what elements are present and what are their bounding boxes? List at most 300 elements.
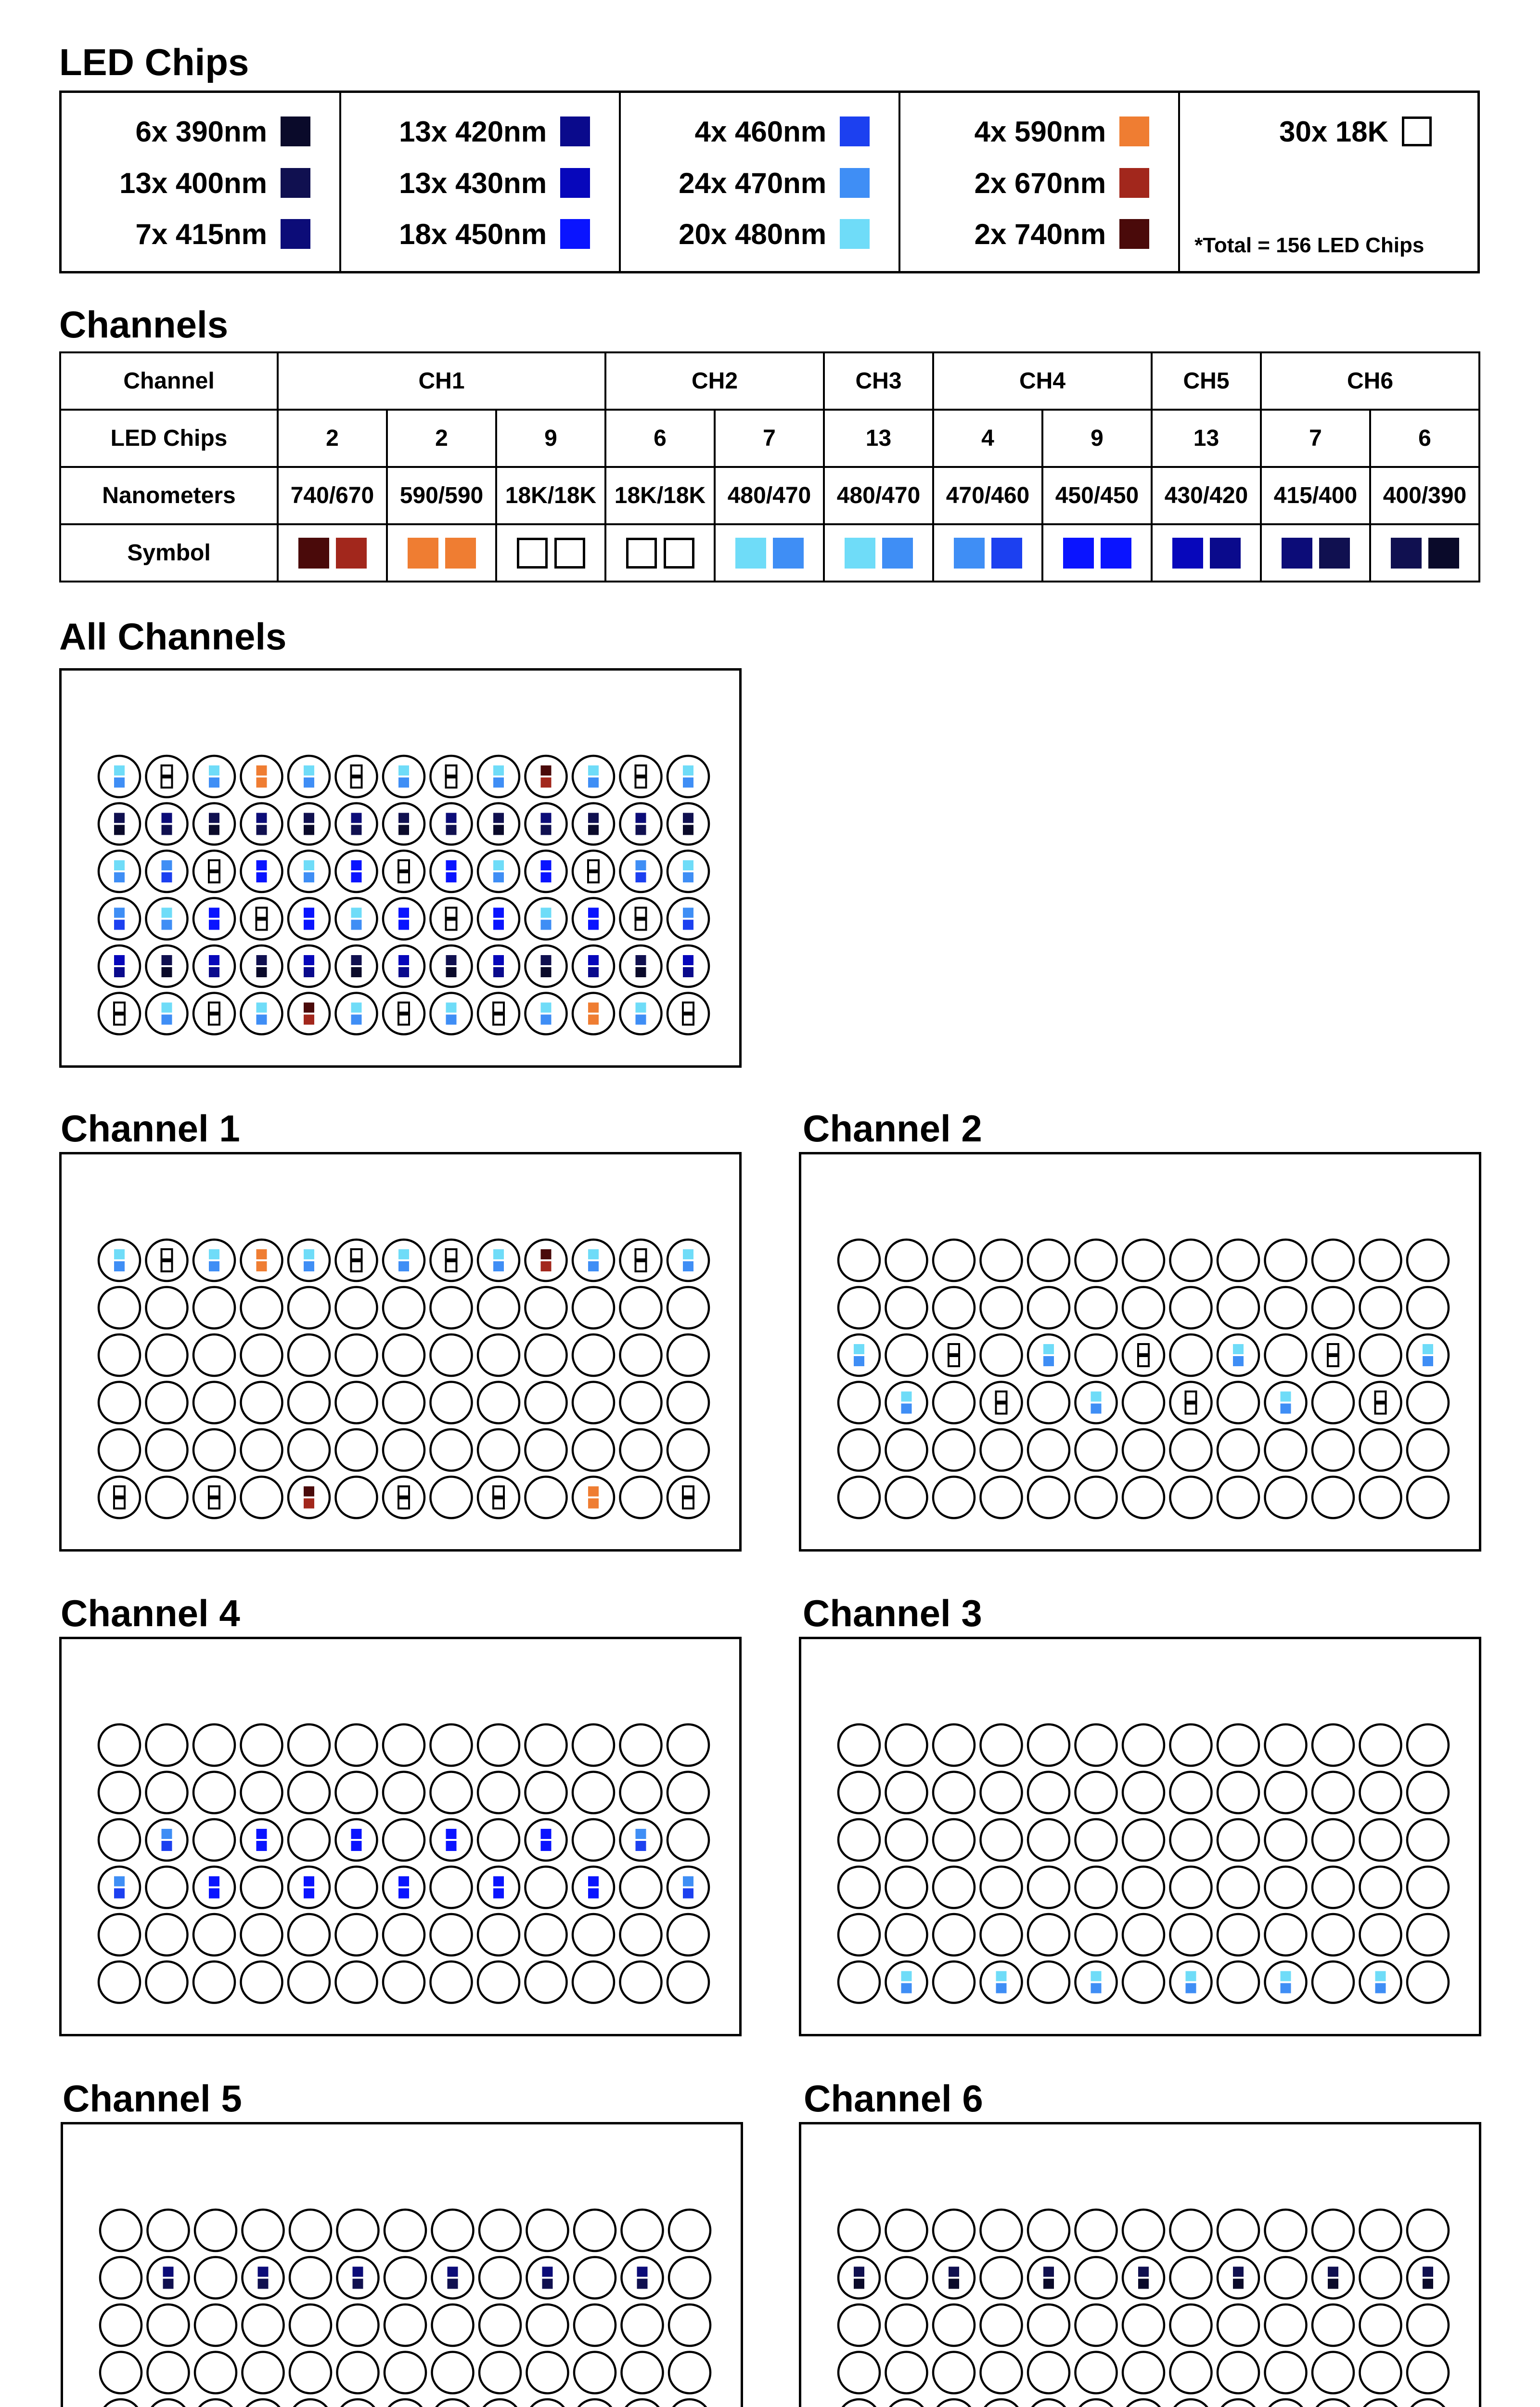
legend-item: [119, 164, 310, 202]
led-chip: [304, 765, 314, 776]
led-chip: [162, 955, 172, 965]
led-socket: [1407, 2304, 1449, 2346]
led-socket: [981, 1287, 1022, 1329]
led-socket: [288, 1724, 330, 1766]
led-socket: [886, 1287, 927, 1329]
led-chip: [398, 765, 409, 776]
led-chip: [304, 967, 314, 977]
led-chip: [1233, 2267, 1244, 2277]
white-18k-chip: [114, 1499, 125, 1509]
led-socket: [193, 1724, 235, 1766]
led-chip: [257, 1249, 267, 1259]
led-socket: [933, 1287, 975, 1329]
led-count-cell: 7: [715, 410, 824, 467]
led-socket: [573, 993, 614, 1035]
legend-item: [1279, 112, 1432, 151]
led-socket: [933, 2257, 975, 2299]
legend-item: [679, 164, 870, 202]
led-socket: [1265, 1962, 1307, 2003]
led-chip: [683, 1261, 693, 1271]
led-chip: [257, 872, 267, 882]
led-chip: [1043, 2267, 1054, 2277]
led-chip: [398, 1876, 409, 1887]
led-socket: [573, 1962, 614, 2003]
led-socket: [527, 2304, 568, 2346]
led-socket: [99, 1962, 140, 2003]
led-chip: [1328, 2279, 1338, 2289]
led-socket: [1170, 1819, 1212, 1861]
led-socket: [337, 2257, 379, 2299]
led-socket: [99, 945, 140, 987]
led-chip: [588, 1889, 599, 1899]
nanometer-cell: 480/470: [824, 467, 933, 524]
led-socket: [195, 2304, 236, 2346]
led-socket: [1360, 1240, 1401, 1281]
led-socket: [288, 1867, 330, 1908]
symbol-swatch: [1428, 538, 1459, 569]
led-chip: [996, 1983, 1007, 1993]
led-socket: [1170, 2304, 1212, 2346]
led-chip: [209, 920, 219, 930]
led-socket: [337, 2352, 379, 2394]
led-socket: [933, 1914, 975, 1955]
led-chip: [541, 872, 552, 882]
led-chip: [446, 1015, 457, 1025]
led-socket: [479, 2399, 521, 2407]
led-chip: [683, 967, 693, 977]
led-socket: [1407, 1334, 1449, 1376]
led-socket: [146, 1382, 188, 1423]
led-chip: [209, 1889, 219, 1899]
led-chip: [493, 813, 504, 823]
nanometer-cell: 480/470: [715, 467, 824, 524]
led-socket: [288, 1772, 330, 1813]
led-chip: [493, 765, 504, 776]
led-socket: [431, 1477, 472, 1518]
led-socket: [1360, 1819, 1401, 1861]
led-socket: [336, 898, 377, 940]
led-count-cell: 4: [933, 410, 1042, 467]
led-chip: [1375, 1971, 1386, 1981]
symbol-swatch: [773, 538, 804, 569]
led-socket: [146, 1334, 188, 1376]
led-socket: [620, 1914, 662, 1955]
led-chip: [901, 1983, 912, 1993]
symbol-row-label: Symbol: [60, 524, 278, 582]
led-socket: [1076, 1914, 1117, 1955]
led-socket: [241, 1429, 282, 1471]
led-chip: [114, 1261, 125, 1271]
white-18k-chip: [209, 1015, 219, 1025]
led-chip: [493, 1249, 504, 1259]
led-socket: [838, 2210, 880, 2251]
led-socket: [1123, 1240, 1164, 1281]
led-socket: [933, 1772, 975, 1813]
led-socket: [667, 1287, 709, 1329]
led-chip: [304, 872, 314, 882]
led-socket: [146, 1429, 188, 1471]
symbol-cell: [278, 524, 387, 582]
led-socket: [1360, 1287, 1401, 1329]
led-chip: [1423, 2279, 1433, 2289]
led-chip: [541, 1261, 552, 1271]
led-socket: [1076, 1867, 1117, 1908]
led-socket: [1265, 1914, 1307, 1955]
led-socket: [1218, 2399, 1259, 2407]
led-socket: [241, 851, 282, 892]
led-socket: [243, 2304, 284, 2346]
channel-6-title: Channel 6: [804, 2077, 983, 2120]
legend-label: 2x 740nm: [974, 218, 1106, 250]
led-socket: [99, 898, 140, 940]
led-count-cell: 2: [387, 410, 496, 467]
led-socket: [1360, 1334, 1401, 1376]
led-socket: [432, 2257, 474, 2299]
led-socket: [1170, 1724, 1212, 1766]
led-socket: [1028, 1477, 1069, 1518]
led-socket: [1123, 1724, 1164, 1766]
led-socket: [478, 1382, 519, 1423]
led-socket: [1170, 2210, 1212, 2251]
led-chip: [304, 1889, 314, 1899]
legend-item: [399, 164, 590, 202]
led-chip: [304, 908, 314, 918]
led-socket: [838, 1240, 880, 1281]
led-socket: [886, 1477, 927, 1518]
symbol-swatch: [1210, 538, 1241, 569]
led-chip: [448, 2267, 458, 2277]
led-socket: [1312, 1962, 1354, 2003]
led-socket: [1218, 2304, 1259, 2346]
symbol-swatch: [664, 538, 694, 569]
led-socket: [241, 803, 282, 845]
led-count-cell: 6: [1370, 410, 1479, 467]
symbol-pair: [735, 538, 804, 569]
legend-item: [975, 112, 1150, 151]
led-socket: [241, 1914, 282, 1955]
led-socket: [933, 1819, 975, 1861]
total-note: *Total = 156 LED Chips: [1194, 233, 1424, 257]
led-socket: [526, 1429, 567, 1471]
led-chip: [1138, 2267, 1149, 2277]
led-socket: [527, 2257, 568, 2299]
led-socket: [1312, 2210, 1354, 2251]
led-socket: [1360, 1477, 1401, 1518]
led-chip: [162, 1841, 172, 1851]
led-chip: [1281, 1983, 1291, 1993]
led-socket: [669, 2210, 710, 2251]
led-chip: [854, 1344, 864, 1354]
led-chip: [209, 765, 219, 776]
led-socket: [669, 2399, 710, 2407]
led-socket: [526, 1819, 567, 1861]
led-socket: [479, 2304, 521, 2346]
led-chip: [588, 1499, 599, 1509]
legend-swatch: [560, 116, 590, 146]
led-socket: [1312, 1429, 1354, 1471]
led-chips-row-label: LED Chips: [60, 410, 278, 467]
led-socket: [667, 1772, 709, 1813]
led-socket: [667, 945, 709, 987]
led-socket: [383, 1914, 424, 1955]
led-socket: [1265, 2210, 1307, 2251]
led-socket: [336, 1772, 377, 1813]
led-chip: [162, 908, 172, 918]
legend-column: [341, 93, 621, 271]
led-socket: [288, 945, 330, 987]
led-chip: [1233, 1344, 1244, 1354]
led-socket: [243, 2257, 284, 2299]
led-chip: [304, 955, 314, 965]
white-18k-chip: [351, 777, 362, 788]
led-socket: [1028, 1819, 1069, 1861]
led-socket: [288, 1240, 330, 1281]
led-chip: [493, 1876, 504, 1887]
led-array: [62, 1154, 739, 1549]
channel-header: CH2: [605, 352, 824, 410]
led-chip: [351, 955, 362, 965]
led-chip: [162, 1829, 172, 1839]
led-socket: [838, 1962, 880, 2003]
led-socket: [1265, 1772, 1307, 1813]
led-socket: [886, 1724, 927, 1766]
led-array: [801, 1154, 1479, 1549]
led-socket: [1170, 1240, 1212, 1281]
white-18k-chip: [398, 860, 409, 870]
legend-swatch: [1119, 219, 1149, 249]
led-socket: [1123, 1867, 1164, 1908]
led-chip: [541, 967, 552, 977]
legend-item: [975, 215, 1150, 253]
led-socket: [146, 851, 188, 892]
led-chip: [398, 777, 409, 788]
led-chip: [541, 777, 552, 788]
led-socket: [241, 1240, 282, 1281]
led-socket: [573, 1867, 614, 1908]
white-18k-chip: [1375, 1392, 1386, 1402]
led-socket: [667, 1382, 709, 1423]
led-socket: [1076, 2304, 1117, 2346]
white-18k-chip: [162, 777, 172, 788]
led-socket: [1407, 1914, 1449, 1955]
led-socket: [1028, 1240, 1069, 1281]
led-chip: [304, 1015, 314, 1025]
led-chip: [257, 955, 267, 965]
led-socket: [1123, 2352, 1164, 2394]
led-chip: [114, 908, 125, 918]
led-socket: [573, 1477, 614, 1518]
white-18k-chip: [1186, 1392, 1196, 1402]
led-socket: [1170, 1429, 1212, 1471]
led-chip: [351, 860, 362, 870]
led-chip: [588, 765, 599, 776]
white-18k-chip: [1375, 1404, 1386, 1414]
led-chip: [351, 1841, 362, 1851]
led-socket: [478, 756, 519, 797]
led-socket: [1028, 1962, 1069, 2003]
nanometer-cell: 430/420: [1152, 467, 1261, 524]
led-chip: [541, 1829, 552, 1839]
led-chip: [588, 967, 599, 977]
channel-header: CH4: [933, 352, 1152, 410]
symbol-cell: [715, 524, 824, 582]
led-socket: [241, 1867, 282, 1908]
led-socket: [573, 803, 614, 845]
led-socket: [385, 2399, 426, 2407]
led-socket: [838, 1772, 880, 1813]
led-socket: [574, 2304, 616, 2346]
led-socket: [479, 2352, 521, 2394]
led-chip: [398, 967, 409, 977]
led-socket: [620, 1477, 662, 1518]
symbol-swatch: [1063, 538, 1094, 569]
led-chip: [1233, 2279, 1244, 2289]
led-socket: [336, 851, 377, 892]
led-socket: [574, 2352, 616, 2394]
led-chips-legend: [59, 91, 1480, 273]
led-socket: [573, 1287, 614, 1329]
led-chip: [258, 2267, 269, 2277]
led-socket: [933, 2352, 975, 2394]
legend-label: 13x 400nm: [119, 167, 268, 199]
symbol-swatch: [1101, 538, 1131, 569]
led-socket: [241, 1772, 282, 1813]
led-chip: [683, 860, 693, 870]
led-socket: [478, 803, 519, 845]
white-18k-chip: [351, 1261, 362, 1271]
channel-header-label: Channel: [60, 352, 278, 410]
led-socket: [1123, 1477, 1164, 1518]
led-socket: [1265, 1429, 1307, 1471]
led-socket: [1170, 1287, 1212, 1329]
led-socket: [99, 756, 140, 797]
led-socket: [383, 756, 424, 797]
symbol-swatch: [554, 538, 585, 569]
symbol-pair: [517, 538, 585, 569]
led-socket: [886, 1240, 927, 1281]
led-socket: [981, 1962, 1022, 2003]
legend-swatch: [560, 168, 590, 198]
led-chip: [114, 955, 125, 965]
led-socket: [288, 803, 330, 845]
symbol-pair: [954, 538, 1022, 569]
led-chip: [304, 1249, 314, 1259]
led-chip: [636, 955, 646, 965]
led-socket: [478, 1287, 519, 1329]
symbol-swatch: [336, 538, 367, 569]
led-socket: [1028, 1867, 1069, 1908]
led-chips-title: LED Chips: [59, 41, 249, 83]
white-18k-chip: [398, 1499, 409, 1509]
led-socket: [193, 1772, 235, 1813]
symbol-cell: [605, 524, 715, 582]
legend-label: 13x 420nm: [399, 115, 547, 148]
led-socket: [432, 2399, 474, 2407]
led-socket: [669, 2304, 710, 2346]
led-socket: [146, 1477, 188, 1518]
legend-swatch: [1402, 116, 1432, 146]
led-socket: [1312, 1772, 1354, 1813]
led-socket: [622, 2210, 663, 2251]
led-socket: [383, 945, 424, 987]
white-18k-chip: [446, 765, 457, 776]
led-chip: [1091, 1983, 1102, 1993]
led-chip: [114, 777, 125, 788]
white-18k-chip: [114, 1003, 125, 1013]
led-socket: [478, 1429, 519, 1471]
led-chip: [398, 1249, 409, 1259]
symbol-swatch: [954, 538, 985, 569]
led-socket: [193, 1962, 235, 2003]
led-socket: [1265, 2352, 1307, 2394]
led-socket: [99, 851, 140, 892]
led-socket: [1312, 1477, 1354, 1518]
led-socket: [1170, 1962, 1212, 2003]
led-chip: [257, 825, 267, 835]
led-chip: [1091, 1392, 1102, 1402]
led-socket: [1360, 1962, 1401, 2003]
led-socket: [1170, 2257, 1212, 2299]
led-socket: [933, 1382, 975, 1423]
led-socket: [99, 1772, 140, 1813]
led-chip: [209, 967, 219, 977]
led-chip: [588, 825, 599, 835]
led-socket: [933, 1240, 975, 1281]
led-socket: [1076, 1429, 1117, 1471]
led-chip: [493, 908, 504, 918]
led-socket: [838, 1287, 880, 1329]
white-18k-chip: [1328, 1344, 1338, 1354]
led-chip: [163, 2279, 174, 2289]
led-chip: [114, 1249, 125, 1259]
white-18k-chip: [949, 1356, 959, 1366]
led-socket: [886, 1962, 927, 2003]
led-chip: [1281, 1404, 1291, 1414]
led-chip: [636, 860, 646, 870]
led-socket: [1170, 1334, 1212, 1376]
symbol-swatch: [1319, 538, 1350, 569]
led-socket: [146, 945, 188, 987]
led-chip: [257, 765, 267, 776]
led-socket: [243, 2399, 284, 2407]
legend-label: 20x 480nm: [679, 218, 827, 250]
led-chip: [636, 813, 646, 823]
led-socket: [336, 1382, 377, 1423]
led-socket: [383, 1772, 424, 1813]
white-18k-chip: [162, 1261, 172, 1271]
legend-item: [399, 112, 590, 151]
channel-header: CH5: [1152, 352, 1261, 410]
led-socket: [933, 2399, 975, 2407]
white-18k-chip: [257, 908, 267, 918]
led-socket: [337, 2399, 379, 2407]
led-socket: [1360, 2399, 1401, 2407]
led-socket: [981, 1477, 1022, 1518]
led-chip: [541, 920, 552, 930]
led-chip: [588, 1249, 599, 1259]
led-chip: [1091, 1971, 1102, 1981]
led-socket: [622, 2304, 663, 2346]
white-18k-chip: [398, 1487, 409, 1497]
led-socket: [1218, 1240, 1259, 1281]
led-socket: [336, 1429, 377, 1471]
symbol-cell: [1042, 524, 1152, 582]
led-socket: [336, 803, 377, 845]
led-socket: [337, 2210, 379, 2251]
led-chip: [683, 920, 693, 930]
led-socket: [337, 2304, 379, 2346]
led-socket: [431, 851, 472, 892]
